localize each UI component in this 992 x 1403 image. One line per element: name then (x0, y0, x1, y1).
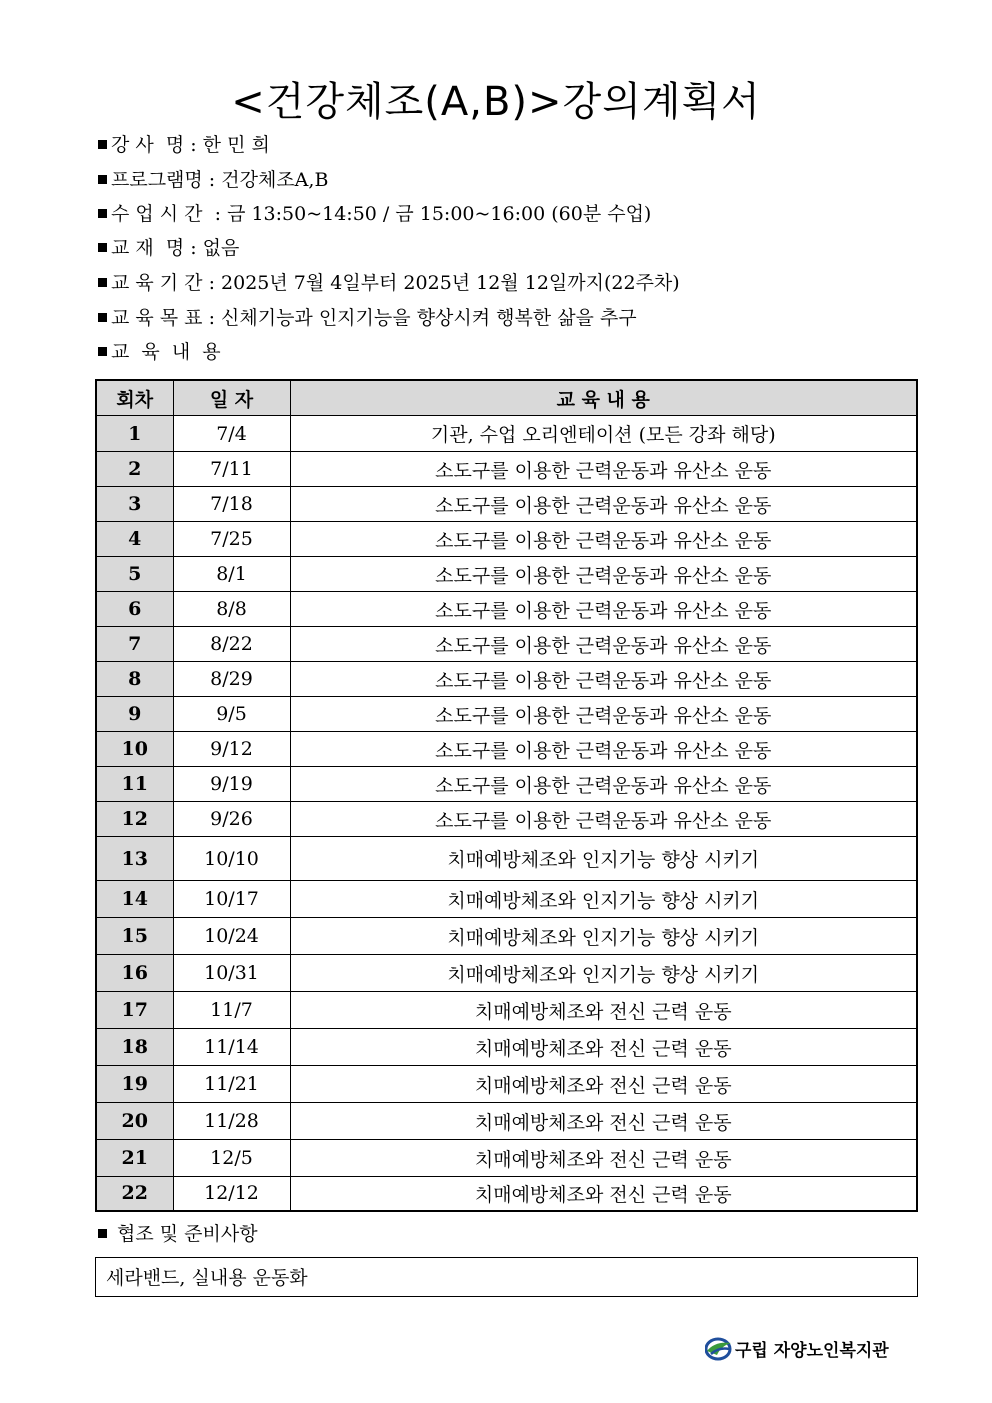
bullet-square-icon (98, 175, 107, 184)
session-date: 11/14 (173, 1029, 290, 1066)
organization-logo (705, 1336, 889, 1361)
info-line (98, 309, 637, 328)
page-title: <건강체조(A,B)>강의계획서 (231, 79, 761, 125)
session-content: 치매예방체조와 전신 근력 운동 (290, 1029, 917, 1066)
session-date: 7/4 (173, 416, 290, 452)
session-number: 7 (96, 627, 173, 662)
table-row (96, 557, 917, 592)
table-row (96, 802, 917, 837)
info-label: 교 재 명 : (111, 237, 203, 259)
session-content: 소도구를 이용한 근력운동과 유산소 운동 (290, 662, 917, 697)
session-number: 21 (96, 1140, 173, 1177)
prep-content: 세라밴드, 실내용 운동화 (106, 1267, 308, 1289)
session-content: 소도구를 이용한 근력운동과 유산소 운동 (290, 557, 917, 592)
session-content: 소도구를 이용한 근력운동과 유산소 운동 (290, 487, 917, 522)
session-date: 8/22 (173, 627, 290, 662)
info-label: 교 육 기 간 : (111, 272, 222, 294)
session-date: 11/28 (173, 1103, 290, 1140)
header-session: 회차 (96, 380, 173, 416)
info-value: 신체기능과 인지기능을 향상시켜 행복한 삶을 추구 (221, 307, 637, 329)
table-row (96, 732, 917, 767)
bullet-square-icon (98, 1229, 107, 1238)
session-number: 20 (96, 1103, 173, 1140)
prep-content-box (95, 1257, 918, 1297)
session-date: 8/1 (173, 557, 290, 592)
session-date: 7/25 (173, 522, 290, 557)
info-label: 수 업 시 간 : (111, 203, 228, 225)
session-content: 치매예방체조와 전신 근력 운동 (290, 1177, 917, 1211)
bullet-square-icon (98, 313, 107, 322)
table-row (96, 955, 917, 992)
session-content: 소도구를 이용한 근력운동과 유산소 운동 (290, 592, 917, 627)
table-row (96, 881, 917, 918)
session-date: 9/19 (173, 767, 290, 802)
session-number: 19 (96, 1066, 173, 1103)
session-date: 7/11 (173, 452, 290, 487)
info-value: 2025년 7월 4일부터 2025년 12월 12일까지(22주차) (221, 272, 680, 294)
bullet-square-icon (98, 278, 107, 287)
prep-heading-text: 협조 및 준비사항 (117, 1223, 258, 1245)
session-number: 1 (96, 416, 173, 452)
table-row (96, 1140, 917, 1177)
session-content: 치매예방체조와 인지기능 향상 시키기 (290, 837, 917, 881)
info-value: 한 민 희 (202, 134, 270, 156)
info-line (98, 343, 221, 362)
info-value: 금 13:50~14:50 / 금 15:00~16:00 (60분 수업) (227, 203, 652, 225)
session-content: 소도구를 이용한 근력운동과 유산소 운동 (290, 452, 917, 487)
session-date: 9/26 (173, 802, 290, 837)
table-row (96, 627, 917, 662)
info-label: 교 육 내 용 (111, 341, 221, 363)
session-number: 16 (96, 955, 173, 992)
session-date: 10/17 (173, 881, 290, 918)
table-row (96, 522, 917, 557)
session-date: 9/12 (173, 732, 290, 767)
bullet-square-icon (98, 347, 107, 356)
session-number: 10 (96, 732, 173, 767)
session-number: 9 (96, 697, 173, 732)
session-date: 12/5 (173, 1140, 290, 1177)
session-content: 치매예방체조와 전신 근력 운동 (290, 1140, 917, 1177)
session-date: 11/21 (173, 1066, 290, 1103)
session-number: 12 (96, 802, 173, 837)
table-row (96, 1103, 917, 1140)
session-number: 3 (96, 487, 173, 522)
info-line (98, 274, 680, 293)
info-value: 건강체조A,B (221, 169, 329, 191)
table-row (96, 918, 917, 955)
session-content: 치매예방체조와 전신 근력 운동 (290, 1066, 917, 1103)
session-content: 소도구를 이용한 근력운동과 유산소 운동 (290, 522, 917, 557)
session-date: 9/5 (173, 697, 290, 732)
session-number: 8 (96, 662, 173, 697)
info-label: 교 육 목 표 : (111, 307, 222, 329)
info-label: 프로그램명 : (111, 169, 222, 191)
session-content: 소도구를 이용한 근력운동과 유산소 운동 (290, 732, 917, 767)
session-number: 17 (96, 992, 173, 1029)
session-date: 8/8 (173, 592, 290, 627)
session-content: 소도구를 이용한 근력운동과 유산소 운동 (290, 802, 917, 837)
session-date: 8/29 (173, 662, 290, 697)
header-content: 교 육 내 용 (290, 380, 917, 416)
table-header-row (96, 380, 917, 416)
lecture-plan-table (95, 379, 918, 1212)
info-line (98, 205, 651, 224)
session-date: 7/18 (173, 487, 290, 522)
info-line (98, 239, 239, 258)
session-number: 18 (96, 1029, 173, 1066)
info-value: 없음 (202, 237, 240, 259)
bullet-square-icon (98, 243, 107, 252)
session-date: 10/10 (173, 837, 290, 881)
table-row (96, 1029, 917, 1066)
session-content: 치매예방체조와 인지기능 향상 시키기 (290, 955, 917, 992)
table-row (96, 416, 917, 452)
table-row (96, 992, 917, 1029)
session-number: 22 (96, 1177, 173, 1211)
session-number: 6 (96, 592, 173, 627)
table-row (96, 487, 917, 522)
info-line (98, 136, 270, 155)
session-date: 12/12 (173, 1177, 290, 1211)
welfare-center-emblem-icon (705, 1337, 733, 1361)
info-label: 강 사 명 : (111, 134, 203, 156)
info-line (98, 171, 328, 190)
session-number: 11 (96, 767, 173, 802)
session-number: 2 (96, 452, 173, 487)
session-number: 5 (96, 557, 173, 592)
session-date: 10/31 (173, 955, 290, 992)
session-content: 기관, 수업 오리엔테이션 (모든 강좌 해당) (290, 416, 917, 452)
bullet-square-icon (98, 140, 107, 149)
session-content: 치매예방체조와 인지기능 향상 시키기 (290, 918, 917, 955)
prep-heading (98, 1219, 258, 1246)
session-content: 치매예방체조와 인지기능 향상 시키기 (290, 881, 917, 918)
table-row (96, 767, 917, 802)
table-row (96, 697, 917, 732)
table-row (96, 1066, 917, 1103)
session-content: 소도구를 이용한 근력운동과 유산소 운동 (290, 627, 917, 662)
session-number: 13 (96, 837, 173, 881)
session-date: 11/7 (173, 992, 290, 1029)
session-content: 치매예방체조와 전신 근력 운동 (290, 1103, 917, 1140)
session-content: 치매예방체조와 전신 근력 운동 (290, 992, 917, 1029)
organization-name: 구립 자양노인복지관 (735, 1341, 889, 1361)
session-content: 소도구를 이용한 근력운동과 유산소 운동 (290, 767, 917, 802)
session-number: 14 (96, 881, 173, 918)
table-row (96, 662, 917, 697)
header-date: 일 자 (173, 380, 290, 416)
table-row (96, 837, 917, 881)
session-date: 10/24 (173, 918, 290, 955)
session-number: 15 (96, 918, 173, 955)
session-content: 소도구를 이용한 근력운동과 유산소 운동 (290, 697, 917, 732)
session-number: 4 (96, 522, 173, 557)
table-row (96, 592, 917, 627)
table-row (96, 452, 917, 487)
table-row (96, 1177, 917, 1211)
bullet-square-icon (98, 209, 107, 218)
